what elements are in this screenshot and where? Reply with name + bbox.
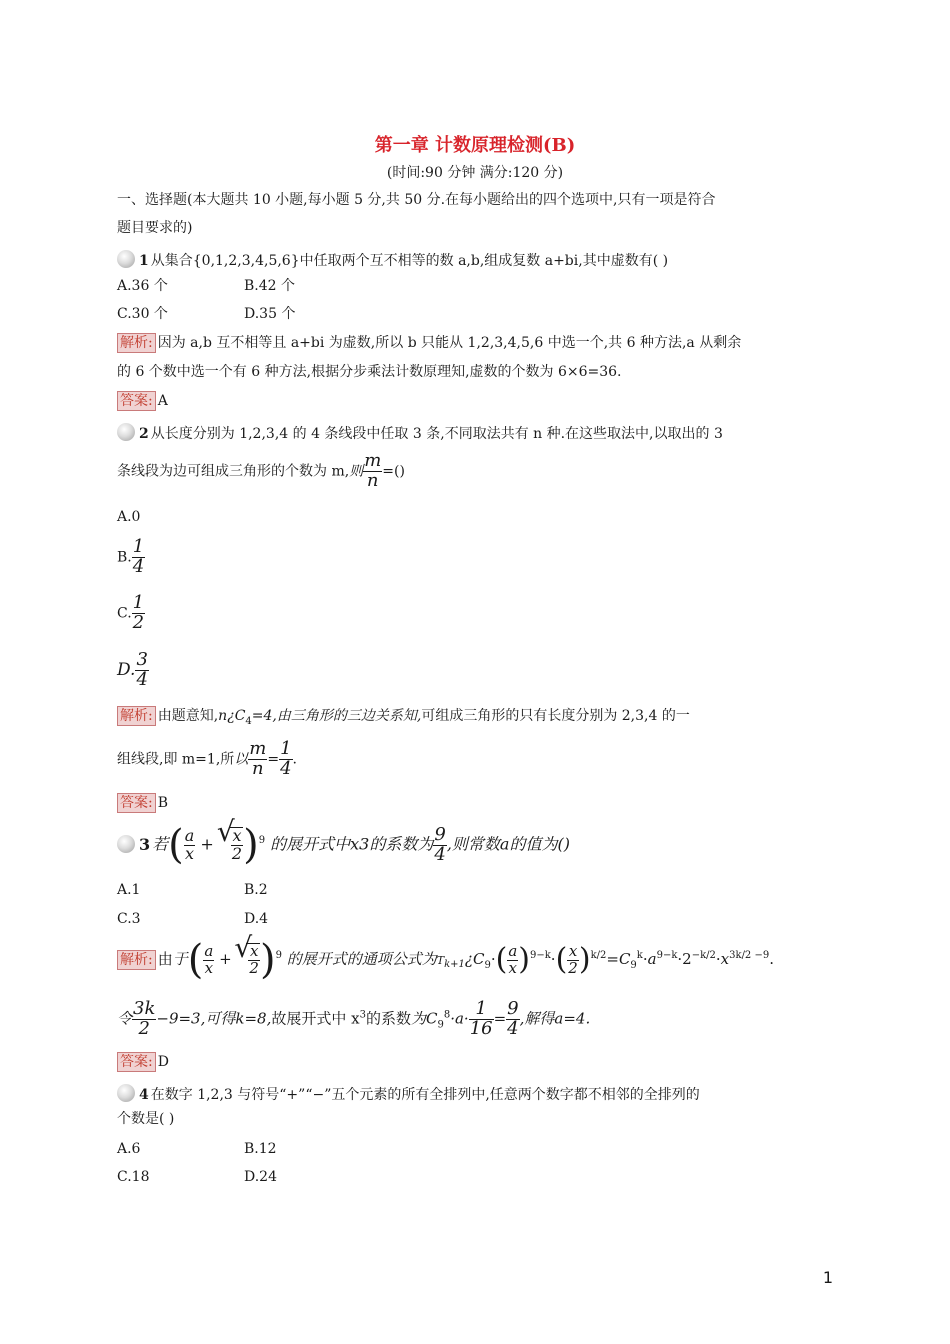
question-number: 3 bbox=[139, 834, 151, 854]
fraction: $\frac{1}{4}$ bbox=[280, 738, 292, 779]
analysis-tag: 解析: bbox=[117, 706, 156, 726]
analysis-tag: 解析: bbox=[117, 333, 156, 353]
page-title: 第一章 计数原理检测(B) bbox=[374, 135, 576, 156]
option-c: C.30 个 bbox=[117, 306, 168, 322]
option-b: B. $\frac{1}{4}$ bbox=[117, 536, 145, 577]
analysis-line: 解析: 由题意知$,n¿C_4=4$,由三角形的三边关系知,可组成三角形的只有长度分别为 2,3,4 的一 bbox=[117, 706, 690, 732]
answer-line bbox=[117, 391, 168, 411]
option-c: C.3 bbox=[117, 911, 141, 927]
question-bullet-icon bbox=[117, 835, 135, 853]
question-number: 2 bbox=[139, 426, 149, 442]
option-d: D.4 bbox=[244, 911, 269, 927]
fraction: $\frac{1}{2}$ bbox=[132, 592, 145, 633]
option-d: D. $\frac{3}{4}$ bbox=[117, 649, 148, 690]
fraction: $\frac{3}{4}$ bbox=[136, 649, 148, 690]
option-d: D.24 bbox=[244, 1169, 277, 1185]
fraction: $\frac{m}{n}$ bbox=[249, 738, 267, 779]
answer-value: B bbox=[157, 795, 169, 811]
answer-value: A bbox=[157, 393, 168, 409]
analysis-line: 解析: 由于( $\frac{a}{x}$ + √ $\frac{x}{2}$ )$^9$ 的展开式的通项公式为$Tk+1¿C_9\cdot$( $\frac{a}{x}$ )$^{9-k}$·( $\frac{x}{2}$ )$^{k/2}=C_9^k\cdot a^{9-k}\cdot 2^{-k/2}\cdot x^{3k/2 -9}$. bbox=[117, 940, 774, 980]
section-heading-line1: 一、选择题(本大题共 10 小题,每小题 5 分,共 50 分.在每小题给出的四个选项中,只有一项是符合 bbox=[117, 192, 716, 208]
analysis-text: 因为 a,b 互不相等且 a+bi 为虚数,所以 b 只能从 1,2,3,4,5,6 中选一个,共 6 种方法,a 从剩余 bbox=[157, 335, 742, 351]
question-stem: 从长度分别为 1,2,3,4 的 4 条线段中任取 3 条,不同取法共有 n 种.在这些取法中,以取出的 3 bbox=[150, 426, 723, 442]
question-stem: 在数字 1,2,3 与符号“+”“−”五个元素的所有全排列中,任意两个数字都不相邻的全排列的 bbox=[150, 1087, 700, 1103]
answer-line bbox=[117, 1052, 169, 1072]
question-stem: 则 bbox=[349, 463, 364, 480]
analysis-line: 令 $\frac{3k}{2}$ −9=3,可得k=8,故展开式中 $x^3$的系数为$C_9^8\cdot a\cdot$ $\frac{1}{16}$ = $\frac{9}{4}$ ,解得a=4. bbox=[117, 998, 591, 1039]
option-a: A.36 个 bbox=[117, 278, 168, 294]
fraction: $\frac{m}{n}$ bbox=[364, 450, 382, 491]
question-bullet-icon bbox=[117, 1084, 135, 1102]
option-a: A.0 bbox=[117, 509, 141, 525]
question-4 bbox=[117, 1084, 700, 1105]
answer-value: D bbox=[157, 1054, 169, 1070]
section-heading-line2: 题目要求的) bbox=[117, 220, 193, 236]
question-number: 4 bbox=[139, 1087, 149, 1103]
page-number: 1 bbox=[822, 1268, 833, 1287]
option-a: A.1 bbox=[117, 882, 141, 898]
page-subtitle: (时间:90 分钟 满分:120 分) bbox=[386, 165, 564, 181]
answer-line bbox=[117, 793, 168, 813]
answer-tag: 答案: bbox=[117, 1052, 156, 1072]
question-2 bbox=[117, 423, 723, 444]
question-stem: 条线段为边可组成三角形的个数为 m, bbox=[117, 463, 350, 480]
option-c: C. $\frac{1}{2}$ bbox=[117, 592, 145, 633]
option-b: B.42 个 bbox=[244, 278, 296, 294]
fraction: $\frac{1}{4}$ bbox=[132, 536, 145, 577]
question-stem-line bbox=[117, 452, 405, 491]
analysis-line: 组线段,即 m=1,所以 $\frac{m}{n}$ = $\frac{1}{4}$ . bbox=[117, 738, 297, 779]
analysis-line bbox=[117, 333, 741, 353]
question-1 bbox=[117, 250, 668, 271]
option-c: C.18 bbox=[117, 1169, 150, 1185]
option-b: B.12 bbox=[244, 1141, 277, 1157]
question-3: 3 若( $\frac{a}{x}$ + √ $\frac{x}{2}$ )$^9$ 的展开式中x3的系数为 $\frac{9}{4}$ ,则常数a的值为() bbox=[117, 825, 570, 865]
question-stem: =() bbox=[382, 463, 405, 480]
analysis-line: 的 6 个数中选一个有 6 种方法,根据分步乘法计数原理知,虚数的个数为 6×6=36. bbox=[117, 364, 622, 380]
option-b: B.2 bbox=[244, 882, 268, 898]
fraction: $\frac{9}{4}$ bbox=[434, 823, 446, 865]
question-number: 1 bbox=[139, 253, 149, 269]
answer-tag: 答案: bbox=[117, 793, 156, 813]
question-stem: 从集合{0,1,2,3,4,5,6}中任取两个互不相等的数 a,b,组成复数 a+bi,其中虚数有( ) bbox=[150, 253, 669, 269]
option-d: D.35 个 bbox=[244, 306, 296, 322]
analysis-tag: 解析: bbox=[117, 950, 156, 970]
question-bullet-icon bbox=[117, 423, 135, 441]
answer-tag: 答案: bbox=[117, 391, 156, 411]
question-bullet-icon bbox=[117, 250, 135, 268]
question-stem-line: 个数是( ) bbox=[117, 1111, 175, 1127]
option-a: A.6 bbox=[117, 1141, 141, 1157]
